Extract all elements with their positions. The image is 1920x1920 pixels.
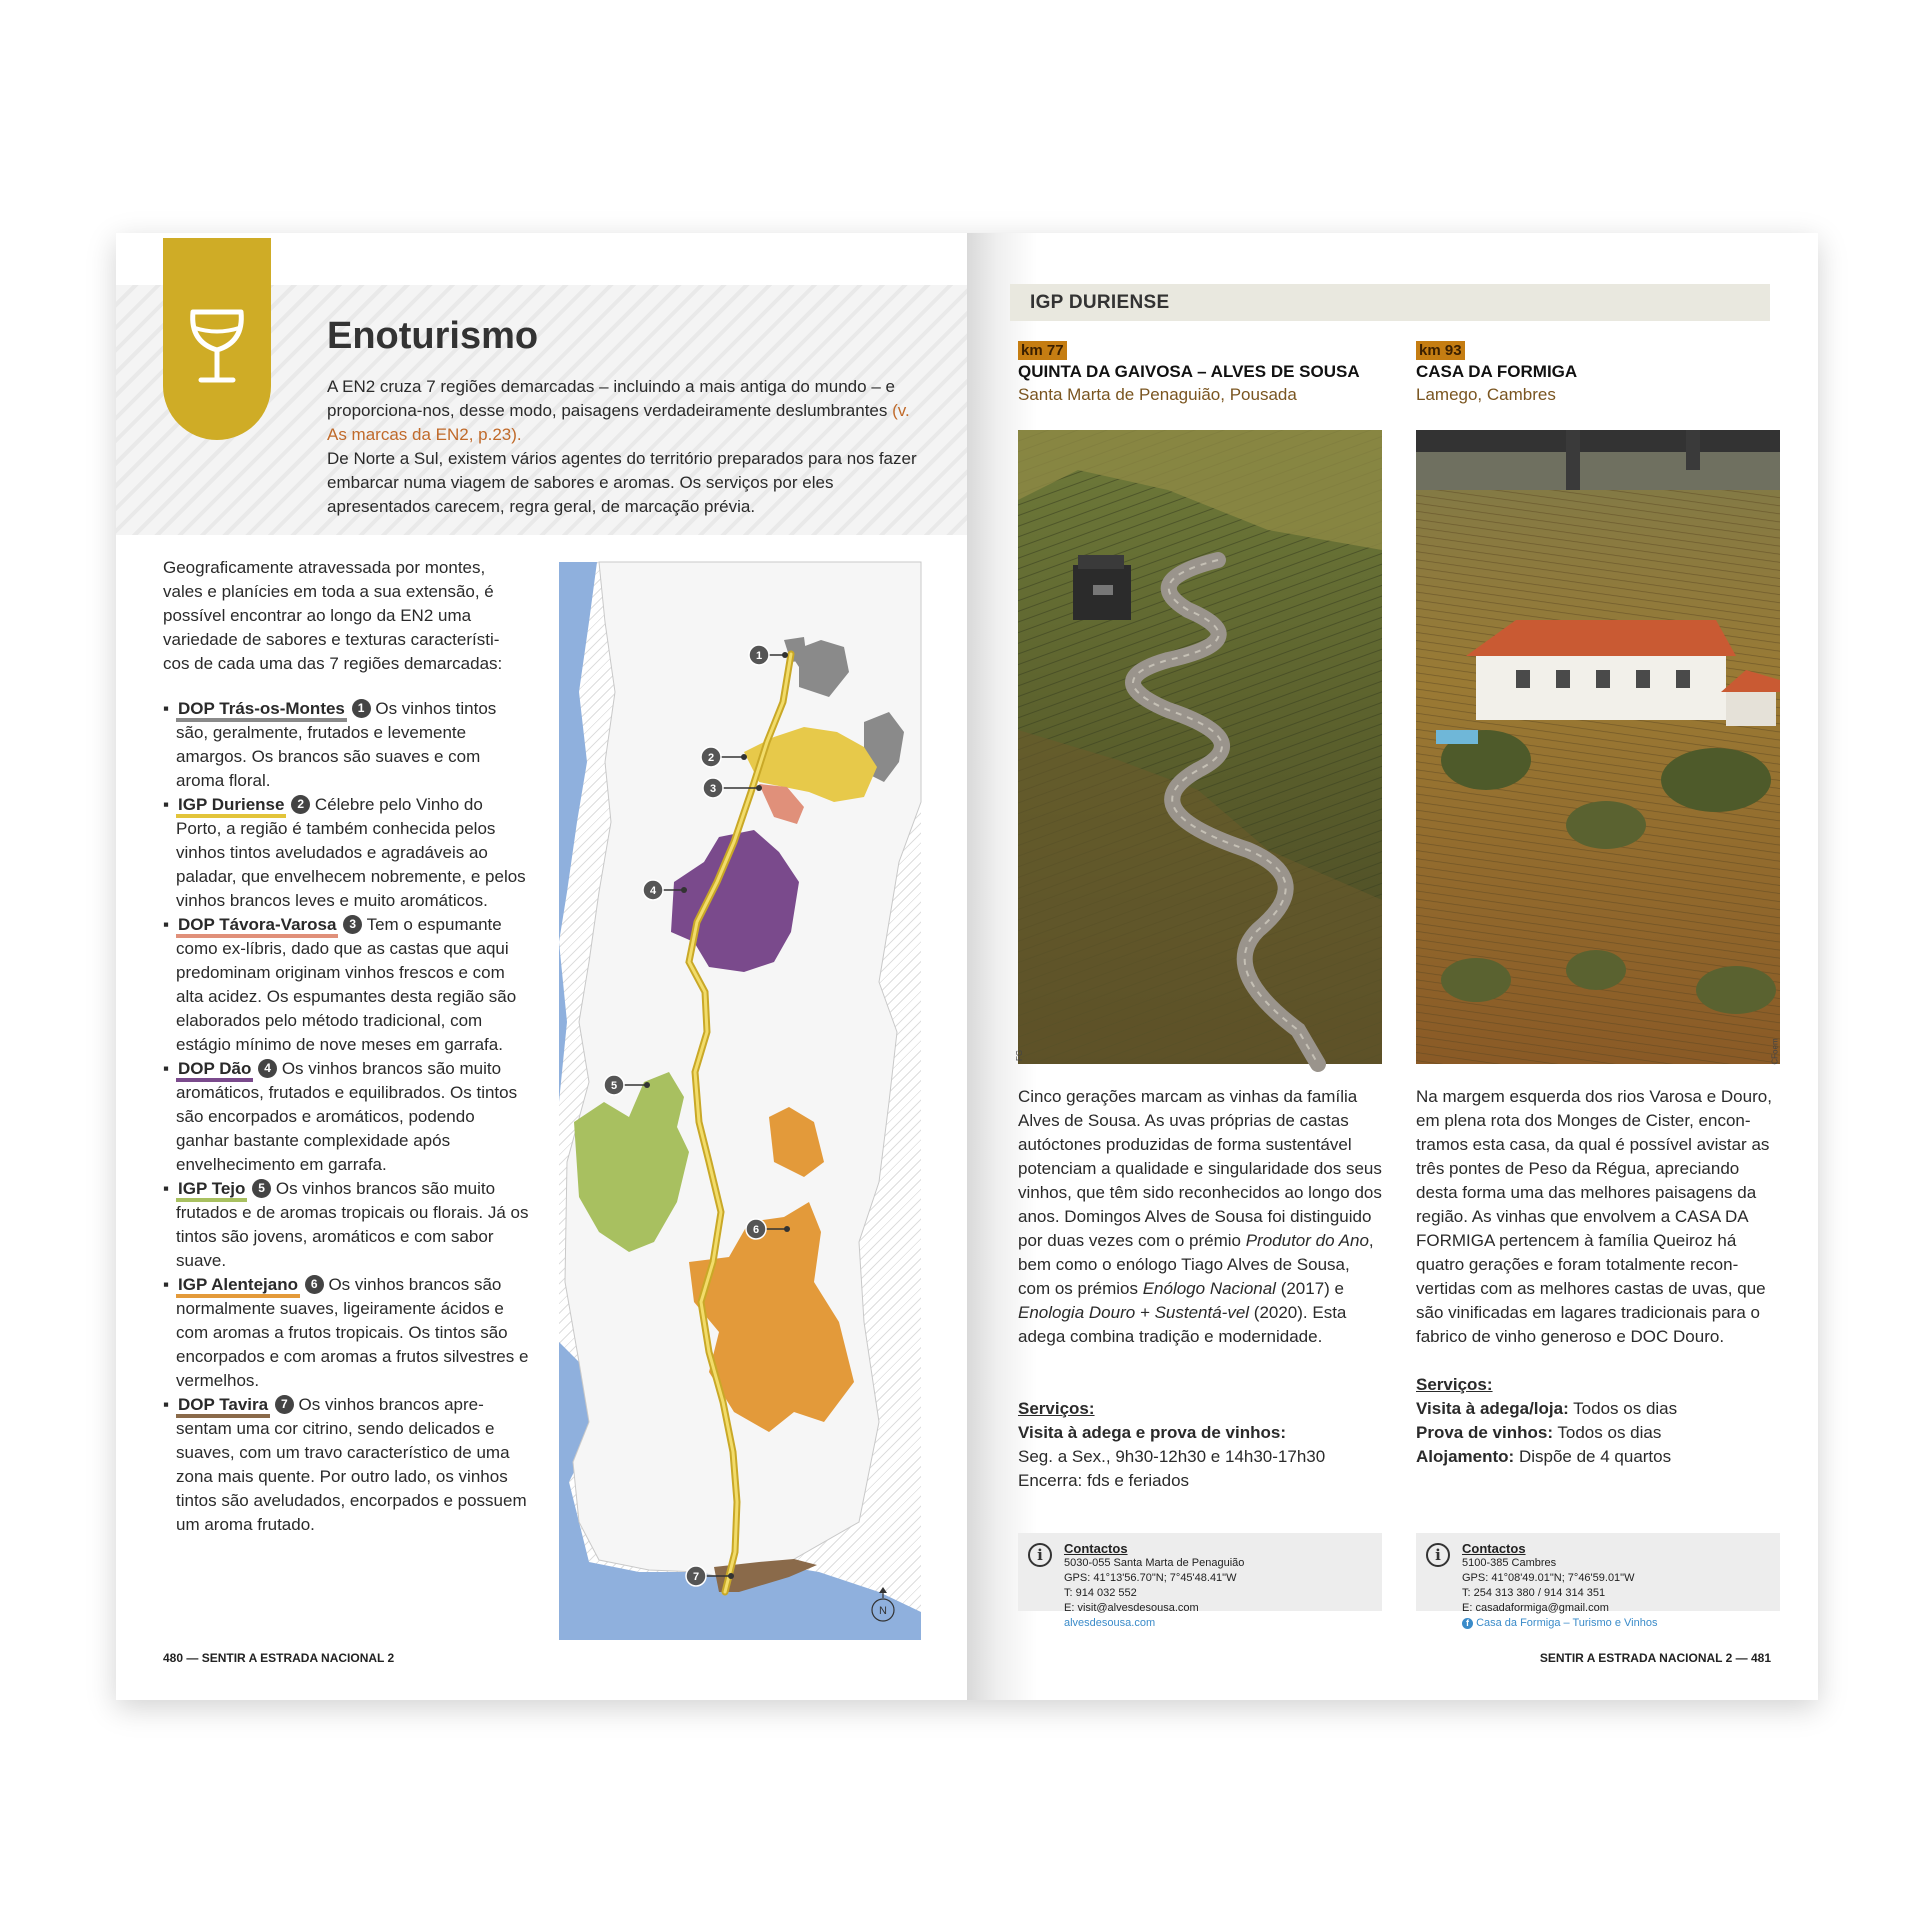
- services-label: Serviços:: [1018, 1399, 1095, 1418]
- page-title: Enoturismo: [327, 315, 539, 357]
- region-name: IGP Tejo: [176, 1179, 247, 1202]
- section-header: IGP DURIENSE: [1010, 284, 1770, 321]
- region-name: IGP Alentejano: [176, 1275, 300, 1298]
- service-value: Encerra: fds e feriados: [1018, 1471, 1190, 1490]
- intro-text-2: De Norte a Sul, existem vários agentes do território preparados para nos fazer embarcar numa viagem de sabores e aromas. Os serviços por eles apresentados carecem, regra geral, de marcação prévia.: [327, 449, 917, 516]
- region-map: [559, 562, 921, 1640]
- page-number-right: SENTIR A ESTRADA NACIONAL 2 — 481: [1539, 1651, 1771, 1665]
- facebook-link[interactable]: [1462, 1616, 1770, 1631]
- contact-box: [1018, 1533, 1382, 1629]
- km-badge: km 93: [1416, 341, 1465, 360]
- service-label: Visita à adega e prova de vinhos:: [1018, 1423, 1287, 1442]
- region-description: Célebre pelo Vinho do Porto, a região é também conhecida pelos vinhos tintos aveludados e agradáveis ao paladar, que envelhecem nobremente, e pelos vinhos brancos leves e muito aromáticos.: [176, 795, 526, 910]
- contact-line: 5100-385 Cambres: [1462, 1557, 1557, 1569]
- section-tab: [163, 238, 271, 440]
- service-label: Visita à adega/loja:: [1416, 1399, 1569, 1418]
- right-page: [967, 233, 1818, 1700]
- region-number-badge: 5: [252, 1179, 271, 1198]
- region-description: Tem o espumante como ex-líbris, dado que as castas que aqui predominam originam vinhos frescos e com alta acidez. Os espumantes desta região são elaborados pelo método tradicional, com estágio mínimo de nove meses em garrafa.: [176, 915, 517, 1054]
- description-text: (2020). Esta adega combina tradição e modernidade.: [1018, 1303, 1347, 1346]
- map-label-1: 1: [755, 650, 763, 662]
- entry-title: CASA DA FORMIGA: [1416, 362, 1578, 381]
- region-item: [163, 697, 531, 793]
- contact-title: Contactos: [1462, 1541, 1526, 1556]
- services-block: [1416, 1373, 1780, 1469]
- bullet: ▪: [163, 1275, 170, 1294]
- region-list: [163, 697, 531, 1537]
- sea-north: [559, 562, 597, 942]
- prize-name: Produtor do Ano: [1245, 1231, 1369, 1250]
- bullet: ▪: [163, 795, 170, 814]
- entry-quinta-gaivosa: [1018, 341, 1382, 405]
- service-value: Todos os dias: [1568, 1399, 1678, 1418]
- bullet: ▪: [163, 1179, 170, 1198]
- region-number-badge: 3: [343, 915, 362, 934]
- map-label-4: 4: [649, 885, 657, 897]
- compass-label: N: [879, 1605, 887, 1617]
- description-text: Cinco gerações marcam as vinhas da família Alves de Sousa. As uvas próprias de castas autóctones produzidas de forma sustentável potenciam a qualidade e singularidade dos seus vinhos, que têm sido reconhecidos ao longo dos anos. Domingos Alves de Sousa foi distinguido por duas vezes com o prémio: [1018, 1087, 1382, 1250]
- bullet: ▪: [163, 1395, 170, 1414]
- entry-description: Na margem esquerda dos rios Varosa e Douro, em plena rota dos Monges de Cister, encon-tramos esta casa, da qual é possível avistar as três pontes de Peso da Régua, apreciando desta forma uma das melhores paisagens da região. As vinhas que envolvem a CASA DA FORMIGA pertencem à família Queiroz há quatro gerações e foram totalmente recon-vertidas com as melhores castas de uvas, que são vinificadas em lagares tradicionais para o fabrico de vinho generoso e DOC Douro.: [1416, 1087, 1772, 1346]
- bullet: ▪: [163, 699, 170, 718]
- land-mass: [565, 562, 921, 1582]
- entry-title: QUINTA DA GAIVOSA – ALVES DE SOUSA: [1018, 362, 1360, 381]
- region-description: Os vinhos brancos são muito frutados e de aromas tropicais ou florais. Já os tintos são jovens, aromáticos e com sabor suave.: [176, 1179, 529, 1270]
- contact-line: GPS: 41°08'49.01"N; 7°46'59.01"W: [1462, 1572, 1635, 1584]
- contact-box: [1416, 1533, 1780, 1629]
- info-icon: i: [1028, 1543, 1052, 1567]
- bullet: ▪: [163, 1059, 170, 1078]
- contact-line: E: casadaformiga@gmail.com: [1462, 1602, 1609, 1614]
- map-label-6: 6: [752, 1224, 760, 1236]
- region-item: [163, 1057, 531, 1177]
- map-label-3: 3: [709, 783, 717, 795]
- lead-paragraph: Geograficamente atravessada por montes, vales e planícies em toda a sua extensão, é possível encontrar ao longo da EN2 uma variedade de sabores e texturas característi-cos de cada uma das 7 regiões demarcadas:: [163, 558, 503, 673]
- region-description: Os vinhos brancos são normalmente suaves, ligeiramente ácidos e com aromas a frutos tropicais. Os tintos são encorpados e com aromas a frutos silvestres e vermelhos.: [176, 1275, 529, 1390]
- wine-glass-icon: [187, 308, 247, 386]
- service-value: Dispõe de 4 quartos: [1514, 1447, 1672, 1466]
- entry-casa-formiga: [1416, 341, 1780, 405]
- region-name: IGP Duriense: [176, 795, 286, 818]
- service-label: Prova de vinhos:: [1416, 1423, 1553, 1442]
- contact-line: GPS: 41°13'56.70"N; 7°45'48.41"W: [1064, 1572, 1237, 1584]
- facebook-icon: f: [1462, 1618, 1473, 1629]
- km-badge: km 77: [1018, 341, 1067, 360]
- intro-text-1: A EN2 cruza 7 regiões demarcadas – incluindo a mais antiga do mundo – e proporciona-nos, desse modo, paisagens verdadeiramente deslumbrantes: [327, 377, 895, 420]
- entry-subtitle: Santa Marta de Penaguião, Pousada: [1018, 385, 1297, 404]
- region-name: DOP Dão: [176, 1059, 253, 1082]
- entry-description: [1018, 1085, 1382, 1349]
- region-number-badge: 2: [291, 795, 310, 814]
- region-description: Os vinhos brancos apre-sentam uma cor citrino, sendo delicados e suaves, com um travo característico de uma zona mais quente. Por outro lado, os vinhos tintos são aveludados, encorpados e possuem um aroma frutado.: [176, 1395, 527, 1534]
- page-number-left: 480 — SENTIR A ESTRADA NACIONAL 2: [163, 1651, 395, 1665]
- region-number-badge: 4: [258, 1059, 277, 1078]
- region-number-badge: 6: [305, 1275, 324, 1294]
- entry-subtitle: Lamego, Cambres: [1416, 385, 1556, 404]
- map-label-7: 7: [692, 1571, 700, 1583]
- region-item: [163, 1273, 531, 1393]
- prize-name: Enólogo Nacional: [1142, 1279, 1276, 1298]
- prize-name: Enologia Douro + Sustentá-vel: [1018, 1303, 1250, 1322]
- map-label-5: 5: [610, 1080, 618, 1092]
- contact-line: T: 914 032 552: [1064, 1587, 1137, 1599]
- region-name: DOP Távora-Varosa: [176, 915, 338, 938]
- photo-winding-road: [1015, 430, 1382, 1064]
- region-number-badge: 7: [275, 1395, 294, 1414]
- description-text: (2017) e: [1275, 1279, 1345, 1298]
- contact-line: T: 254 313 380 / 914 314 351: [1462, 1587, 1606, 1599]
- service-value: Todos os dias: [1552, 1423, 1662, 1442]
- services-label: Serviços:: [1416, 1375, 1493, 1394]
- intro-paragraph: [327, 375, 917, 519]
- region-name: DOP Tavira: [176, 1395, 270, 1418]
- region-name: DOP Trás-os-Montes: [176, 699, 347, 722]
- map-label-2: 2: [707, 752, 715, 764]
- description-text: , bem como o enólogo Tiago Alves de Sousa, com os prémios: [1018, 1231, 1374, 1298]
- region-item: [163, 793, 531, 913]
- region-description: Os vinhos brancos são muito aromáticos, frutados e equilibrados. Os tintos são encorpados e aromáticos, podendo ganhar bastante complexidade após envelhecimento em garrafa.: [176, 1059, 518, 1174]
- photo-credit: FG: [1015, 1049, 1025, 1062]
- region-description: Os vinhos tintos são, geralmente, frutados e levemente amargos. Os brancos são suaves e com aroma floral.: [176, 699, 497, 790]
- service-label: Alojamento:: [1416, 1447, 1515, 1466]
- region-number-badge: 1: [352, 699, 371, 718]
- service-value: Seg. a Sex., 9h30-12h30 e 14h30-17h30: [1018, 1447, 1326, 1466]
- region-item: [163, 913, 531, 1057]
- photo-credit: CFoem: [1770, 1038, 1780, 1065]
- left-page: [116, 233, 967, 1700]
- book-spread: [116, 233, 1818, 1700]
- contact-title: Contactos: [1064, 1541, 1128, 1556]
- intro-reference: (v. As marcas da EN2, p.23).: [327, 401, 910, 444]
- photo-casa-formiga: [1416, 430, 1780, 1064]
- services-block: [1018, 1397, 1382, 1493]
- region-item: [163, 1177, 531, 1273]
- region-item: [163, 1393, 531, 1537]
- facebook-link-label: Casa da Formiga – Turismo e Vinhos: [1476, 1617, 1658, 1629]
- contact-line: 5030-055 Santa Marta de Penaguião: [1064, 1557, 1245, 1569]
- bullet: ▪: [163, 915, 170, 934]
- sea-west: [559, 942, 567, 1102]
- website-link[interactable]: alvesdesousa.com: [1064, 1617, 1156, 1629]
- info-icon: i: [1426, 1543, 1450, 1567]
- contact-line: E: visit@alvesdesousa.com: [1064, 1602, 1199, 1614]
